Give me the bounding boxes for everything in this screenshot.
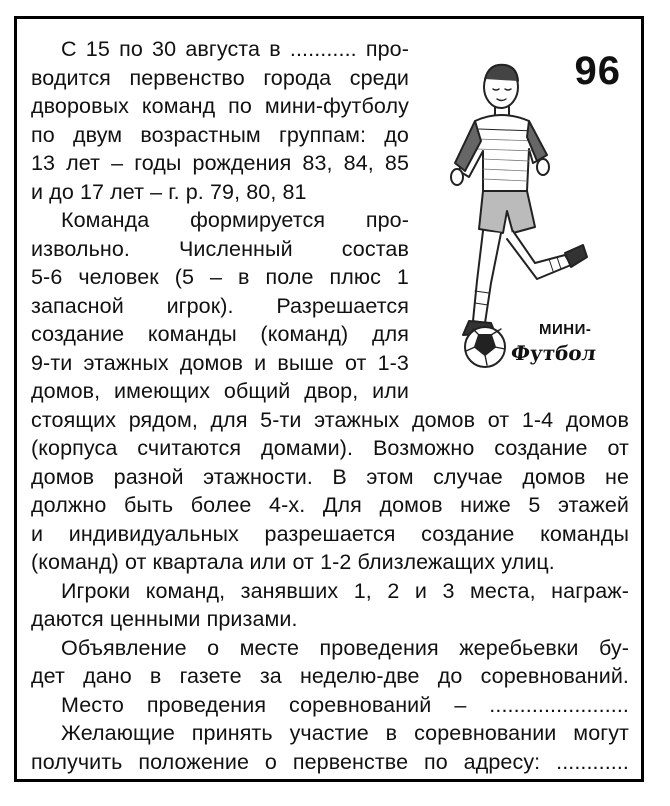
text-line: Команда формируется про- xyxy=(61,208,409,232)
text-line: 13 лет – годы рождения 83, 84, 85 xyxy=(31,151,409,175)
text-line: Место проведения соревнований – ....................... xyxy=(61,692,629,717)
text-line: и до 17 лет – г. р. 79, 80, 81 xyxy=(31,179,307,204)
text-line: (корпуса считаются домами). Возможно создание от xyxy=(31,436,629,460)
text-line: 9-ти этажных домов и выше от 1-3 xyxy=(31,350,409,375)
text-line: создание команды (команд) для xyxy=(31,322,409,346)
text-line: дет дано в газете за неделю-две до соревнований. xyxy=(31,664,629,688)
announcement-frame xyxy=(14,16,644,782)
logo-mini-text: МИНИ- xyxy=(539,321,592,338)
text-line: стоящих рядом, для 5-ти этажных домов от 1-4 домов xyxy=(31,407,629,432)
text-line: должно быть более 4-х. Для домов ниже 5 этажей xyxy=(31,493,629,517)
text-line: и индивидуальных разрешается создание команды xyxy=(31,521,629,546)
text-line: по двум возрастным группам: до xyxy=(31,122,409,147)
text-line: домов, имеющих общий двор, или xyxy=(31,379,409,403)
text-line: 5-6 человек (5 – в поле плюс 1 xyxy=(31,265,409,289)
text-line: (команд) от квартала или от 1-2 близлежащих улиц. xyxy=(31,550,555,574)
text-line: запасной игрок). Разрешается xyxy=(31,293,409,318)
text-line: извольно. Численный состав xyxy=(31,236,409,261)
text-line: домов разной этажности. В этом случае домов не xyxy=(31,464,629,489)
announcement-text xyxy=(31,35,629,776)
text-line: получить положение о первенстве по адресу: ............ xyxy=(31,749,629,774)
text-line: даются ценными призами. xyxy=(31,607,298,631)
text-line: водится первенство города среди xyxy=(31,65,409,90)
logo-football-text: Футбол xyxy=(509,341,598,365)
page-number: 96 xyxy=(574,49,621,93)
text-line: Объявление о месте проведения жеребьевки бу- xyxy=(61,635,629,660)
text-line: С 15 по 30 августа в ........... про- xyxy=(61,37,409,61)
text-line: дворовых команд по мини-футболу xyxy=(31,94,409,118)
text-line: Желающие принять участие в соревновании могут xyxy=(61,721,629,745)
text-line: Игроки команд, занявших 1, 2 и 3 места, награж- xyxy=(61,578,629,603)
